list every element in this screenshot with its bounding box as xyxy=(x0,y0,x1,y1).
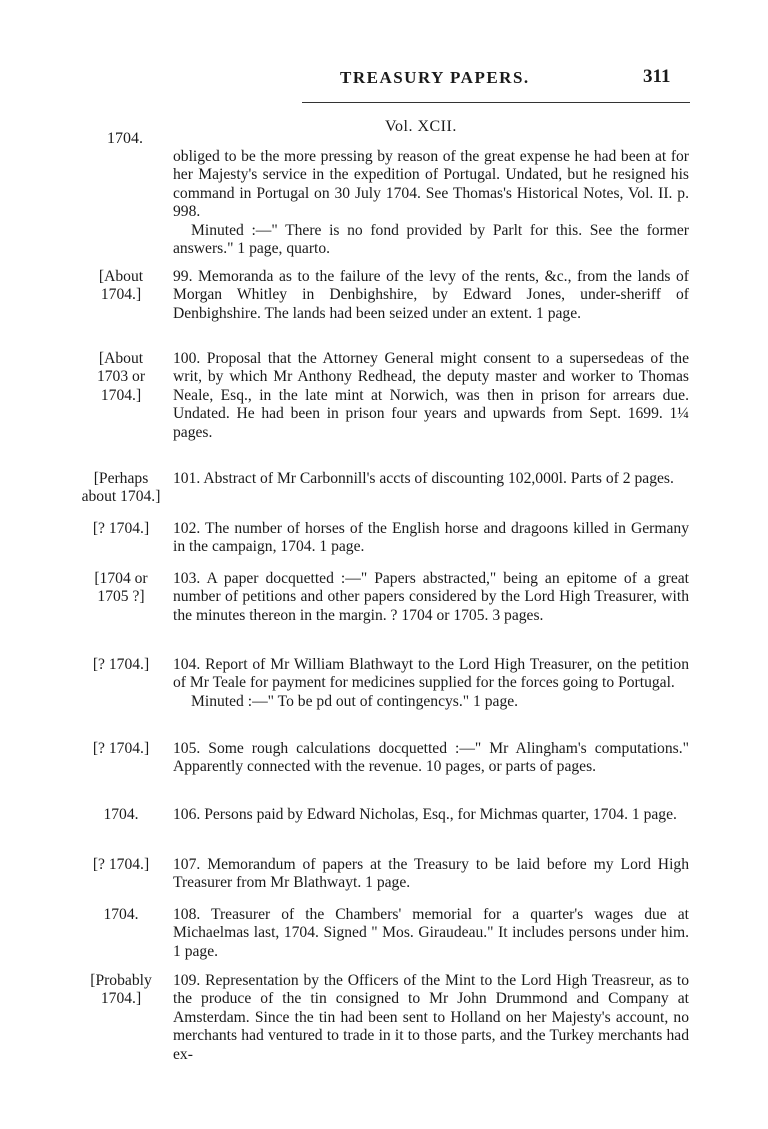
entry-date: [Perhaps about 1704.] xyxy=(81,470,161,506)
entry-text: 109. Representation by the Officers of the Mint to the Lord High Treasreur, as to the produce of the tin consigned to Mr John Drummond and Company at Amsterdam. Since the tin had been sent to Holland on her Majesty's account, no merchants had ventured to trade in it to those parts, and the Turkey merchants had ex- xyxy=(173,972,689,1063)
entry-date: [About 1704.] xyxy=(98,268,144,304)
entry-date: [? 1704.] xyxy=(92,520,150,537)
entry-text: 99. Memoranda as to the failure of the levy of the rents, &c., from the lands of Morgan Whitley in Denbighshire, by Edward Jones, under-sheriff of Denbighshire. The lands had been seized under an extent. 1 page. xyxy=(173,268,689,322)
entry-minute: Minuted :—" To be pd out of contingencys." 1 page. xyxy=(191,692,519,710)
entry-date: [Probably 1704.] xyxy=(90,972,152,1008)
entry-date: [? 1704.] xyxy=(92,740,150,757)
entry-date: [? 1704.] xyxy=(92,656,150,673)
entry-date: 1704. xyxy=(103,906,139,923)
entry-date: [1704 or 1705 ?] xyxy=(94,570,148,606)
entry-text: 100. Proposal that the Attorney General might consent to a supersedeas of the writ, by which Mr Anthony Redhead, the deputy master and worker to Thomas Neale, Esq., in the late mint at Norwich, was then in prison for arrears due. Undated. He had been in prison four years and upwards from Sept. 1699. 1¼ pages. xyxy=(173,350,689,441)
page-header xyxy=(0,68,768,94)
entry-text: 105. Some rough calculations docquetted :—" Mr Alingham's computations." Apparently connected with the revenue. 10 pages, or parts of pages. xyxy=(173,740,689,776)
entry-text: obliged to be the more pressing by reason of the great expense he had been at for her Majesty's service in the expedition of Portugal. Undated, but he resigned his command in Portugal on 30 July 1704. See Thomas's Historical Notes, Vol. II. p. 998. Minuted :—" There is no fond provided by Parlt for this. See the former answers." 1 page, quarto. xyxy=(173,148,689,258)
entry-text: 102. The number of horses of the English horse and dragoons killed in Germany in the campaign, 1704. 1 page. xyxy=(173,520,689,556)
volume-year: 1704. xyxy=(107,130,143,147)
entry-date: [? 1704.] xyxy=(92,856,150,873)
entry-text: 104. Report of Mr William Blathwayt to the Lord High Treasurer, on the petition of Mr Teale for payment for medicines supplied for the forces going to Portugal. Minuted :—" To be pd out of contingencys." 1 page. xyxy=(173,656,689,710)
entry-text: 101. Abstract of Mr Carbonnill's accts of discounting 102,000l. Parts of 2 pages. xyxy=(173,470,674,487)
entry-minute: Minuted :—" There is no fond provided by Parlt for this. See the former answers." 1 page, quarto. xyxy=(173,221,689,258)
entry-text: 108. Treasurer of the Chambers' memorial for a quarter's wages due at Michaelmas last, 1704. Signed " Mos. Giraudeau." It includes persons under him. 1 page. xyxy=(173,906,689,960)
page-number: 311 xyxy=(643,66,671,87)
entry-date: [About 1703 or 1704.] xyxy=(96,350,146,404)
volume-label: Vol. XCII. xyxy=(385,118,457,135)
entry-text: 107. Memorandum of papers at the Treasury to be laid before my Lord High Treasurer from Mr Blathwayt. 1 page. xyxy=(173,856,689,892)
header-rule xyxy=(302,102,690,103)
running-title: TREASURY PAPERS. xyxy=(340,68,530,87)
entry-text: 103. A paper docquetted :—" Papers abstracted," being an epitome of a great number of petitions and other papers considered by the Lord High Treasurer, with the minutes thereon in the margin. ? 1704 or 1705. 3 pages. xyxy=(173,570,689,624)
entry-text: 106. Persons paid by Edward Nicholas, Esq., for Michmas quarter, 1704. 1 page. xyxy=(173,806,677,823)
entry-date: 1704. xyxy=(103,806,139,823)
